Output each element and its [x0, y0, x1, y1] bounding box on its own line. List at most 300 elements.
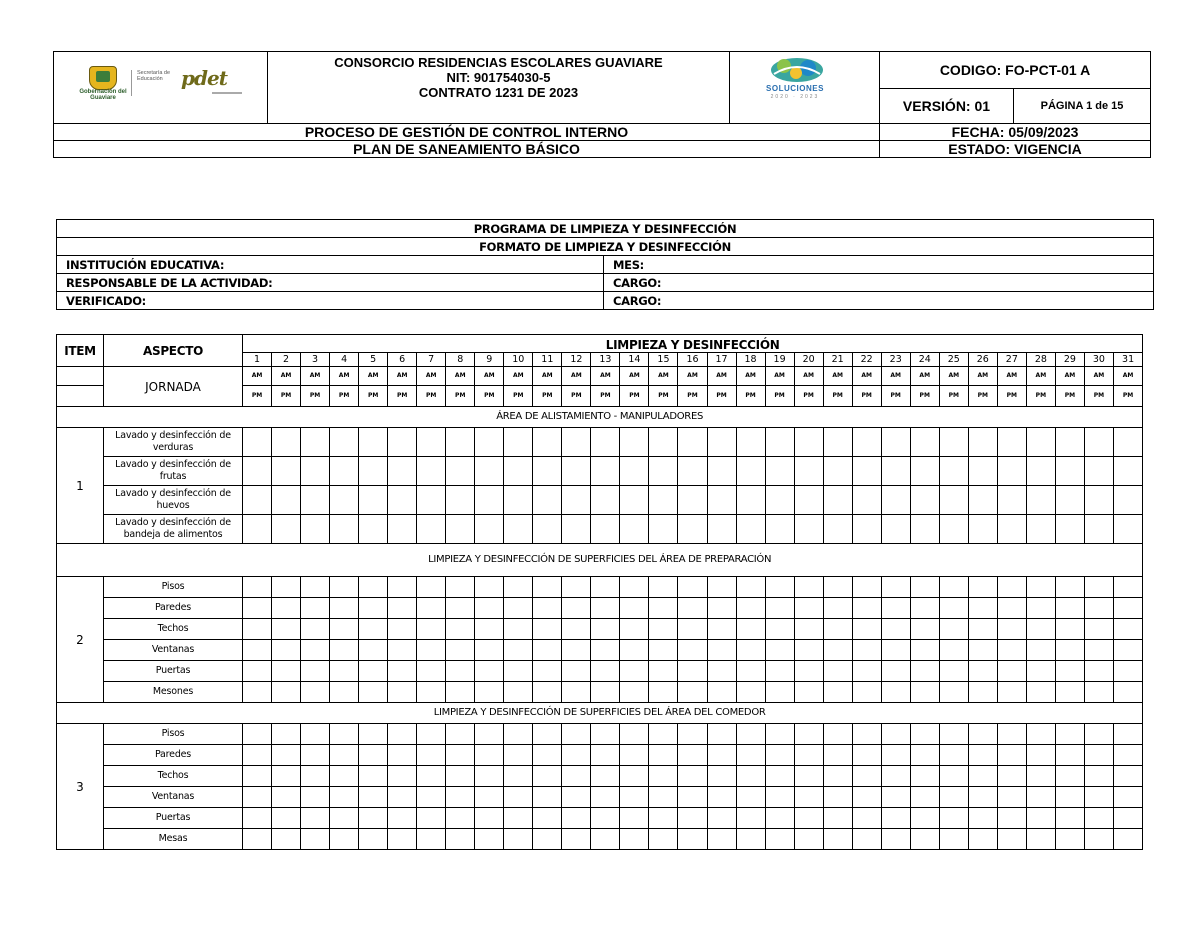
check-cell[interactable]	[330, 787, 359, 808]
check-cell[interactable]	[359, 787, 388, 808]
check-cell[interactable]	[881, 745, 910, 766]
check-cell[interactable]	[997, 766, 1026, 787]
check-cell[interactable]	[243, 619, 272, 640]
check-cell[interactable]	[301, 829, 330, 850]
check-cell[interactable]	[330, 598, 359, 619]
check-cell[interactable]	[301, 577, 330, 598]
am-cell[interactable]: AM	[881, 367, 910, 386]
check-cell[interactable]	[649, 724, 678, 745]
check-cell[interactable]	[591, 724, 620, 745]
check-cell[interactable]	[736, 619, 765, 640]
check-cell[interactable]	[852, 640, 881, 661]
check-cell[interactable]	[1084, 619, 1113, 640]
check-cell[interactable]	[881, 457, 910, 486]
pm-cell[interactable]: PM	[765, 386, 794, 407]
check-cell[interactable]	[678, 457, 707, 486]
check-cell[interactable]	[533, 829, 562, 850]
check-cell[interactable]	[1084, 515, 1113, 544]
check-cell[interactable]	[417, 661, 446, 682]
pm-cell[interactable]: PM	[243, 386, 272, 407]
check-cell[interactable]	[997, 661, 1026, 682]
check-cell[interactable]	[678, 661, 707, 682]
pm-cell[interactable]: PM	[533, 386, 562, 407]
check-cell[interactable]	[736, 486, 765, 515]
check-cell[interactable]	[794, 457, 823, 486]
check-cell[interactable]	[620, 598, 649, 619]
check-cell[interactable]	[591, 766, 620, 787]
check-cell[interactable]	[1026, 745, 1055, 766]
check-cell[interactable]	[504, 787, 533, 808]
check-cell[interactable]	[852, 619, 881, 640]
check-cell[interactable]	[707, 619, 736, 640]
check-cell[interactable]	[794, 745, 823, 766]
check-cell[interactable]	[939, 724, 968, 745]
check-cell[interactable]	[591, 640, 620, 661]
check-cell[interactable]	[707, 457, 736, 486]
month-field[interactable]: MES:	[604, 256, 1154, 274]
check-cell[interactable]	[1113, 598, 1142, 619]
check-cell[interactable]	[968, 428, 997, 457]
check-cell[interactable]	[997, 745, 1026, 766]
check-cell[interactable]	[997, 724, 1026, 745]
check-cell[interactable]	[707, 787, 736, 808]
check-cell[interactable]	[678, 486, 707, 515]
check-cell[interactable]	[591, 577, 620, 598]
check-cell[interactable]	[852, 808, 881, 829]
check-cell[interactable]	[794, 619, 823, 640]
check-cell[interactable]	[910, 640, 939, 661]
check-cell[interactable]	[794, 682, 823, 703]
check-cell[interactable]	[1113, 829, 1142, 850]
check-cell[interactable]	[1113, 619, 1142, 640]
check-cell[interactable]	[620, 661, 649, 682]
check-cell[interactable]	[881, 428, 910, 457]
check-cell[interactable]	[359, 766, 388, 787]
am-cell[interactable]: AM	[562, 367, 591, 386]
check-cell[interactable]	[1055, 682, 1084, 703]
check-cell[interactable]	[591, 829, 620, 850]
check-cell[interactable]	[823, 787, 852, 808]
check-cell[interactable]	[939, 515, 968, 544]
check-cell[interactable]	[417, 724, 446, 745]
check-cell[interactable]	[591, 745, 620, 766]
check-cell[interactable]	[1026, 577, 1055, 598]
check-cell[interactable]	[1026, 486, 1055, 515]
check-cell[interactable]	[388, 682, 417, 703]
check-cell[interactable]	[736, 515, 765, 544]
check-cell[interactable]	[330, 486, 359, 515]
check-cell[interactable]	[678, 787, 707, 808]
check-cell[interactable]	[968, 829, 997, 850]
check-cell[interactable]	[591, 486, 620, 515]
check-cell[interactable]	[852, 829, 881, 850]
check-cell[interactable]	[272, 787, 301, 808]
check-cell[interactable]	[533, 745, 562, 766]
check-cell[interactable]	[910, 486, 939, 515]
check-cell[interactable]	[417, 829, 446, 850]
check-cell[interactable]	[388, 486, 417, 515]
check-cell[interactable]	[417, 598, 446, 619]
check-cell[interactable]	[1084, 808, 1113, 829]
check-cell[interactable]	[388, 598, 417, 619]
check-cell[interactable]	[910, 577, 939, 598]
check-cell[interactable]	[475, 515, 504, 544]
check-cell[interactable]	[330, 661, 359, 682]
check-cell[interactable]	[707, 577, 736, 598]
am-cell[interactable]: AM	[852, 367, 881, 386]
am-cell[interactable]: AM	[794, 367, 823, 386]
check-cell[interactable]	[1113, 745, 1142, 766]
check-cell[interactable]	[417, 808, 446, 829]
check-cell[interactable]	[910, 766, 939, 787]
check-cell[interactable]	[620, 457, 649, 486]
check-cell[interactable]	[272, 724, 301, 745]
check-cell[interactable]	[852, 787, 881, 808]
check-cell[interactable]	[359, 515, 388, 544]
check-cell[interactable]	[417, 766, 446, 787]
check-cell[interactable]	[765, 515, 794, 544]
check-cell[interactable]	[794, 515, 823, 544]
check-cell[interactable]	[939, 787, 968, 808]
check-cell[interactable]	[591, 661, 620, 682]
check-cell[interactable]	[910, 724, 939, 745]
check-cell[interactable]	[330, 829, 359, 850]
check-cell[interactable]	[417, 486, 446, 515]
check-cell[interactable]	[649, 745, 678, 766]
check-cell[interactable]	[330, 457, 359, 486]
check-cell[interactable]	[417, 457, 446, 486]
check-cell[interactable]	[388, 766, 417, 787]
check-cell[interactable]	[968, 598, 997, 619]
check-cell[interactable]	[794, 428, 823, 457]
check-cell[interactable]	[794, 661, 823, 682]
check-cell[interactable]	[1026, 808, 1055, 829]
check-cell[interactable]	[649, 515, 678, 544]
am-cell[interactable]: AM	[301, 367, 330, 386]
check-cell[interactable]	[533, 640, 562, 661]
check-cell[interactable]	[620, 619, 649, 640]
pm-cell[interactable]: PM	[475, 386, 504, 407]
check-cell[interactable]	[881, 829, 910, 850]
check-cell[interactable]	[504, 661, 533, 682]
check-cell[interactable]	[301, 745, 330, 766]
check-cell[interactable]	[591, 682, 620, 703]
check-cell[interactable]	[301, 598, 330, 619]
check-cell[interactable]	[736, 428, 765, 457]
check-cell[interactable]	[997, 598, 1026, 619]
check-cell[interactable]	[678, 682, 707, 703]
check-cell[interactable]	[388, 619, 417, 640]
check-cell[interactable]	[707, 808, 736, 829]
check-cell[interactable]	[301, 682, 330, 703]
check-cell[interactable]	[1084, 486, 1113, 515]
check-cell[interactable]	[533, 486, 562, 515]
check-cell[interactable]	[968, 619, 997, 640]
check-cell[interactable]	[649, 787, 678, 808]
check-cell[interactable]	[504, 428, 533, 457]
check-cell[interactable]	[881, 577, 910, 598]
check-cell[interactable]	[417, 577, 446, 598]
check-cell[interactable]	[301, 787, 330, 808]
check-cell[interactable]	[707, 682, 736, 703]
check-cell[interactable]	[794, 640, 823, 661]
check-cell[interactable]	[1113, 428, 1142, 457]
check-cell[interactable]	[388, 640, 417, 661]
check-cell[interactable]	[997, 428, 1026, 457]
check-cell[interactable]	[1055, 640, 1084, 661]
check-cell[interactable]	[591, 619, 620, 640]
check-cell[interactable]	[388, 515, 417, 544]
am-cell[interactable]: AM	[678, 367, 707, 386]
responsible-field[interactable]: RESPONSABLE DE LA ACTIVIDAD:	[57, 274, 604, 292]
am-cell[interactable]: AM	[446, 367, 475, 386]
check-cell[interactable]	[446, 724, 475, 745]
check-cell[interactable]	[939, 619, 968, 640]
pm-cell[interactable]: PM	[968, 386, 997, 407]
check-cell[interactable]	[707, 515, 736, 544]
check-cell[interactable]	[765, 640, 794, 661]
check-cell[interactable]	[243, 577, 272, 598]
check-cell[interactable]	[997, 829, 1026, 850]
check-cell[interactable]	[330, 640, 359, 661]
check-cell[interactable]	[1084, 829, 1113, 850]
check-cell[interactable]	[272, 598, 301, 619]
check-cell[interactable]	[272, 682, 301, 703]
check-cell[interactable]	[1113, 457, 1142, 486]
pm-cell[interactable]: PM	[417, 386, 446, 407]
check-cell[interactable]	[533, 428, 562, 457]
am-cell[interactable]: AM	[417, 367, 446, 386]
check-cell[interactable]	[678, 745, 707, 766]
check-cell[interactable]	[678, 640, 707, 661]
pm-cell[interactable]: PM	[678, 386, 707, 407]
check-cell[interactable]	[1055, 808, 1084, 829]
check-cell[interactable]	[1113, 577, 1142, 598]
check-cell[interactable]	[736, 577, 765, 598]
verifier-cargo-field[interactable]: CARGO:	[604, 292, 1154, 310]
check-cell[interactable]	[794, 598, 823, 619]
check-cell[interactable]	[620, 640, 649, 661]
check-cell[interactable]	[1055, 515, 1084, 544]
check-cell[interactable]	[388, 808, 417, 829]
check-cell[interactable]	[504, 577, 533, 598]
am-cell[interactable]: AM	[243, 367, 272, 386]
check-cell[interactable]	[649, 829, 678, 850]
check-cell[interactable]	[765, 745, 794, 766]
check-cell[interactable]	[852, 457, 881, 486]
check-cell[interactable]	[765, 766, 794, 787]
check-cell[interactable]	[388, 787, 417, 808]
am-cell[interactable]: AM	[504, 367, 533, 386]
check-cell[interactable]	[330, 682, 359, 703]
check-cell[interactable]	[910, 745, 939, 766]
check-cell[interactable]	[939, 428, 968, 457]
check-cell[interactable]	[359, 682, 388, 703]
check-cell[interactable]	[475, 766, 504, 787]
am-cell[interactable]: AM	[330, 367, 359, 386]
check-cell[interactable]	[881, 682, 910, 703]
check-cell[interactable]	[330, 766, 359, 787]
check-cell[interactable]	[881, 808, 910, 829]
pm-cell[interactable]: PM	[446, 386, 475, 407]
check-cell[interactable]	[591, 787, 620, 808]
check-cell[interactable]	[446, 428, 475, 457]
check-cell[interactable]	[1055, 577, 1084, 598]
check-cell[interactable]	[678, 808, 707, 829]
check-cell[interactable]	[475, 428, 504, 457]
check-cell[interactable]	[910, 787, 939, 808]
check-cell[interactable]	[736, 661, 765, 682]
check-cell[interactable]	[1084, 745, 1113, 766]
check-cell[interactable]	[301, 640, 330, 661]
institution-field[interactable]: INSTITUCIÓN EDUCATIVA:	[57, 256, 604, 274]
check-cell[interactable]	[359, 661, 388, 682]
check-cell[interactable]	[765, 787, 794, 808]
check-cell[interactable]	[301, 428, 330, 457]
check-cell[interactable]	[997, 486, 1026, 515]
am-cell[interactable]: AM	[475, 367, 504, 386]
check-cell[interactable]	[765, 724, 794, 745]
check-cell[interactable]	[939, 661, 968, 682]
check-cell[interactable]	[446, 829, 475, 850]
check-cell[interactable]	[533, 577, 562, 598]
am-cell[interactable]: AM	[997, 367, 1026, 386]
check-cell[interactable]	[736, 640, 765, 661]
check-cell[interactable]	[243, 724, 272, 745]
check-cell[interactable]	[1055, 724, 1084, 745]
check-cell[interactable]	[1026, 766, 1055, 787]
pm-cell[interactable]: PM	[272, 386, 301, 407]
check-cell[interactable]	[1026, 457, 1055, 486]
check-cell[interactable]	[446, 457, 475, 486]
check-cell[interactable]	[620, 486, 649, 515]
check-cell[interactable]	[243, 661, 272, 682]
check-cell[interactable]	[997, 577, 1026, 598]
check-cell[interactable]	[852, 598, 881, 619]
check-cell[interactable]	[1055, 598, 1084, 619]
check-cell[interactable]	[852, 766, 881, 787]
pm-cell[interactable]: PM	[823, 386, 852, 407]
check-cell[interactable]	[475, 724, 504, 745]
check-cell[interactable]	[1055, 619, 1084, 640]
check-cell[interactable]	[823, 661, 852, 682]
check-cell[interactable]	[243, 829, 272, 850]
check-cell[interactable]	[823, 808, 852, 829]
check-cell[interactable]	[736, 682, 765, 703]
check-cell[interactable]	[1026, 829, 1055, 850]
check-cell[interactable]	[765, 598, 794, 619]
check-cell[interactable]	[1113, 724, 1142, 745]
check-cell[interactable]	[475, 661, 504, 682]
check-cell[interactable]	[533, 619, 562, 640]
check-cell[interactable]	[272, 577, 301, 598]
check-cell[interactable]	[359, 598, 388, 619]
check-cell[interactable]	[475, 577, 504, 598]
pm-cell[interactable]: PM	[301, 386, 330, 407]
check-cell[interactable]	[1084, 682, 1113, 703]
check-cell[interactable]	[243, 766, 272, 787]
check-cell[interactable]	[359, 619, 388, 640]
check-cell[interactable]	[533, 457, 562, 486]
check-cell[interactable]	[794, 787, 823, 808]
check-cell[interactable]	[417, 428, 446, 457]
check-cell[interactable]	[968, 457, 997, 486]
check-cell[interactable]	[736, 598, 765, 619]
check-cell[interactable]	[678, 515, 707, 544]
check-cell[interactable]	[301, 724, 330, 745]
check-cell[interactable]	[562, 457, 591, 486]
check-cell[interactable]	[475, 829, 504, 850]
check-cell[interactable]	[272, 829, 301, 850]
check-cell[interactable]	[504, 766, 533, 787]
check-cell[interactable]	[881, 724, 910, 745]
check-cell[interactable]	[620, 745, 649, 766]
check-cell[interactable]	[330, 808, 359, 829]
check-cell[interactable]	[881, 787, 910, 808]
check-cell[interactable]	[1055, 745, 1084, 766]
pm-cell[interactable]: PM	[388, 386, 417, 407]
check-cell[interactable]	[678, 619, 707, 640]
check-cell[interactable]	[359, 486, 388, 515]
check-cell[interactable]	[388, 577, 417, 598]
check-cell[interactable]	[475, 787, 504, 808]
check-cell[interactable]	[301, 619, 330, 640]
check-cell[interactable]	[533, 808, 562, 829]
check-cell[interactable]	[939, 745, 968, 766]
am-cell[interactable]: AM	[939, 367, 968, 386]
pm-cell[interactable]: PM	[939, 386, 968, 407]
check-cell[interactable]	[475, 598, 504, 619]
check-cell[interactable]	[591, 598, 620, 619]
check-cell[interactable]	[794, 808, 823, 829]
check-cell[interactable]	[359, 829, 388, 850]
check-cell[interactable]	[881, 661, 910, 682]
check-cell[interactable]	[649, 808, 678, 829]
check-cell[interactable]	[562, 682, 591, 703]
check-cell[interactable]	[678, 766, 707, 787]
check-cell[interactable]	[388, 829, 417, 850]
check-cell[interactable]	[968, 808, 997, 829]
check-cell[interactable]	[997, 457, 1026, 486]
check-cell[interactable]	[765, 682, 794, 703]
am-cell[interactable]: AM	[765, 367, 794, 386]
check-cell[interactable]	[997, 808, 1026, 829]
pm-cell[interactable]: PM	[562, 386, 591, 407]
check-cell[interactable]	[649, 619, 678, 640]
am-cell[interactable]: AM	[533, 367, 562, 386]
check-cell[interactable]	[765, 661, 794, 682]
check-cell[interactable]	[649, 682, 678, 703]
check-cell[interactable]	[272, 515, 301, 544]
check-cell[interactable]	[446, 619, 475, 640]
check-cell[interactable]	[823, 766, 852, 787]
check-cell[interactable]	[1026, 428, 1055, 457]
check-cell[interactable]	[272, 619, 301, 640]
check-cell[interactable]	[968, 486, 997, 515]
check-cell[interactable]	[243, 682, 272, 703]
check-cell[interactable]	[272, 486, 301, 515]
check-cell[interactable]	[620, 515, 649, 544]
check-cell[interactable]	[388, 428, 417, 457]
check-cell[interactable]	[881, 598, 910, 619]
check-cell[interactable]	[881, 766, 910, 787]
check-cell[interactable]	[620, 787, 649, 808]
check-cell[interactable]	[939, 682, 968, 703]
check-cell[interactable]	[736, 787, 765, 808]
check-cell[interactable]	[504, 724, 533, 745]
check-cell[interactable]	[591, 457, 620, 486]
check-cell[interactable]	[330, 724, 359, 745]
